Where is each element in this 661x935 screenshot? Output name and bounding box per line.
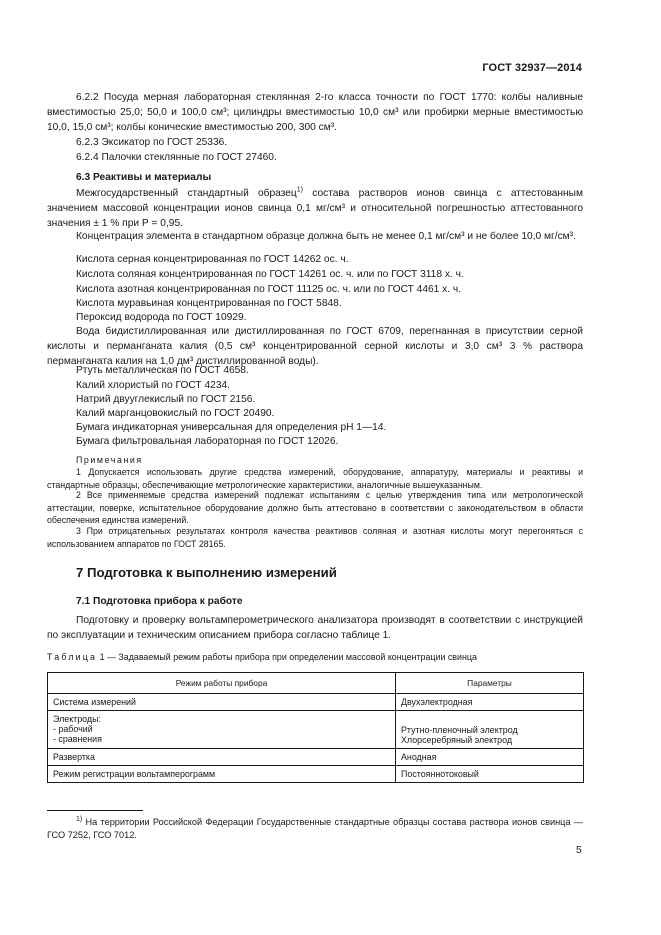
cell-spacer bbox=[401, 714, 578, 725]
paragraph-6-2-4: 6.2.4 Палочки стеклянные по ГОСТ 27460. bbox=[76, 152, 277, 163]
cell-line: - рабочий bbox=[53, 724, 93, 734]
table-cell-mode bbox=[48, 711, 396, 749]
table-cell-param: Анодная bbox=[396, 749, 584, 766]
table-row bbox=[48, 749, 584, 766]
table-cell-param: Постояннотоковый bbox=[396, 766, 584, 783]
table-cell-mode: Развертка bbox=[48, 749, 396, 766]
table-cell-param: Двухэлектродная bbox=[396, 694, 584, 711]
cell-line: - сравнения bbox=[53, 734, 102, 744]
column-header-mode: Режим работы прибора bbox=[48, 673, 396, 694]
footnote-ref: 1) bbox=[296, 186, 304, 194]
footnote-marker: 1) bbox=[76, 815, 83, 823]
table-header-row bbox=[48, 673, 584, 694]
reagent-item: Кислота азотная концентрированная по ГОСТ 11125 ос. ч. или по ГОСТ 4461 х. ч. bbox=[76, 284, 462, 295]
table-row bbox=[48, 711, 584, 749]
table-caption-prefix: Таблица bbox=[47, 652, 98, 662]
reagent-item: Кислота серная концентрированная по ГОСТ 14262 ос. ч. bbox=[76, 254, 349, 265]
cell-line: Электроды: bbox=[53, 714, 101, 724]
material-item: Натрий двууглекислый по ГОСТ 2156. bbox=[76, 394, 256, 405]
table-caption-text: 1 — Задаваемый режим работы прибора при определении массовой концентрации свинца bbox=[97, 652, 477, 662]
document-number: ГОСТ 32937—2014 bbox=[482, 62, 582, 74]
column-header-params: Параметры bbox=[396, 673, 584, 694]
table-cell-mode: Режим регистрации вольтамперограмм bbox=[48, 766, 396, 783]
note-item: 2 Все применяемые средства измерений подлежат испытаниям с целью утверждения типа или метрологической аттестации, поверке, испытательное оборудование должно быть аттестовано в соответствии с законодательством в области обеспечения единства измерений. bbox=[47, 490, 583, 525]
material-item: Бумага фильтровальная лабораторная по ГОСТ 12026. bbox=[76, 436, 339, 447]
page-number: 5 bbox=[576, 844, 582, 856]
reagent-item: Кислота муравьиная концентрированная по ГОСТ 5848. bbox=[76, 298, 342, 309]
material-item: Ртуть металлическая по ГОСТ 4658. bbox=[76, 365, 249, 376]
material-item: Калий хлористый по ГОСТ 4234. bbox=[76, 380, 230, 391]
paragraph-water: Вода бидистиллированная или дистиллированная по ГОСТ 6709, перегнанная в присутствии серной кислоты и перманганата калия (0,5 см³ концентрированной серной кислоты и 3,0 см³ 3 % раствора перманганата калия на 1,0 дм³ дистиллированной воды). bbox=[47, 326, 583, 367]
paragraph-reference-sample bbox=[47, 187, 583, 231]
reference-sample-text-a: Межгосударственный стандартный образец bbox=[76, 188, 297, 199]
footnote bbox=[47, 816, 583, 842]
table-row bbox=[48, 694, 584, 711]
paragraph-7-1: Подготовку и проверку вольтамперометрического анализатора производят в соответствии с инструкцией по эксплуатации и техническим описанием прибора согласно таблице 1. bbox=[47, 615, 583, 641]
table-row bbox=[48, 766, 584, 783]
table-cell-mode: Система измерений bbox=[48, 694, 396, 711]
footnote-divider bbox=[47, 810, 143, 811]
note-item: 1 Допускается использовать другие средства измерений, оборудование, аппаратуру, материалы и реактивы и стандартные образцы, обеспечивающие метрологические характеристики, аналогичные вышеуказанным. bbox=[47, 467, 583, 490]
paragraph-6-2-2: 6.2.2 Посуда мерная лабораторная стеклянная 2-го класса точности по ГОСТ 1770: колбы наливные вместимостью 25,0; 50,0 и 100,0 см³; цилиндры вместимостью 10,0 см³ или пробирки мерные вместимостью 10,0, 15,0 см³; колбы конические вместимостью 200, 300 см³. bbox=[47, 92, 583, 133]
cell-line: Ртутно-пленочный электрод bbox=[401, 725, 518, 735]
note-item: 3 При отрицательных результатах контроля качества реактивов соляная и азотная кислоты могут перегоняться с использованием аппаратов по ГОСТ 28165. bbox=[47, 526, 583, 549]
cell-line: Хлорсеребряный электрод bbox=[401, 735, 512, 745]
material-item: Калий марганцовокислый по ГОСТ 20490. bbox=[76, 408, 275, 419]
paragraph-6-2-3: 6.2.3 Эксикатор по ГОСТ 25336. bbox=[76, 137, 228, 148]
table-caption bbox=[47, 652, 587, 662]
settings-table bbox=[47, 672, 584, 783]
table-cell-param bbox=[396, 711, 584, 749]
section-heading-7: 7 Подготовка к выполнению измерений bbox=[76, 565, 337, 580]
section-heading-6-3: 6.3 Реактивы и материалы bbox=[76, 172, 212, 183]
section-heading-7-1: 7.1 Подготовка прибора к работе bbox=[76, 596, 243, 607]
footnote-text: На территории Российской Федерации Государственные стандартные образцы состава раствора ионов свинца — ГСО 7252, ГСО 7012. bbox=[47, 817, 583, 840]
material-item: Бумага индикаторная универсальная для определения рН 1—14. bbox=[76, 422, 387, 433]
notes-heading: Примечания bbox=[76, 455, 143, 465]
paragraph-concentration: Концентрация элемента в стандартном образце должна быть не менее 0,1 мг/см³ и не более 10,0 мг/см³. bbox=[76, 231, 576, 242]
reagent-item: Пероксид водорода по ГОСТ 10929. bbox=[76, 312, 247, 323]
reference-sample-text-b: состава растворов ионов свинца с аттестованным значением массовой концентрации ионов свинца 0,1 мг/см³ и относительной погрешностью аттестованного значения ± 1 % при Р = 0,95. bbox=[47, 188, 584, 229]
reagent-item: Кислота соляная концентрированная по ГОСТ 14261 ос. ч. или по ГОСТ 3118 х. ч. bbox=[76, 269, 464, 280]
